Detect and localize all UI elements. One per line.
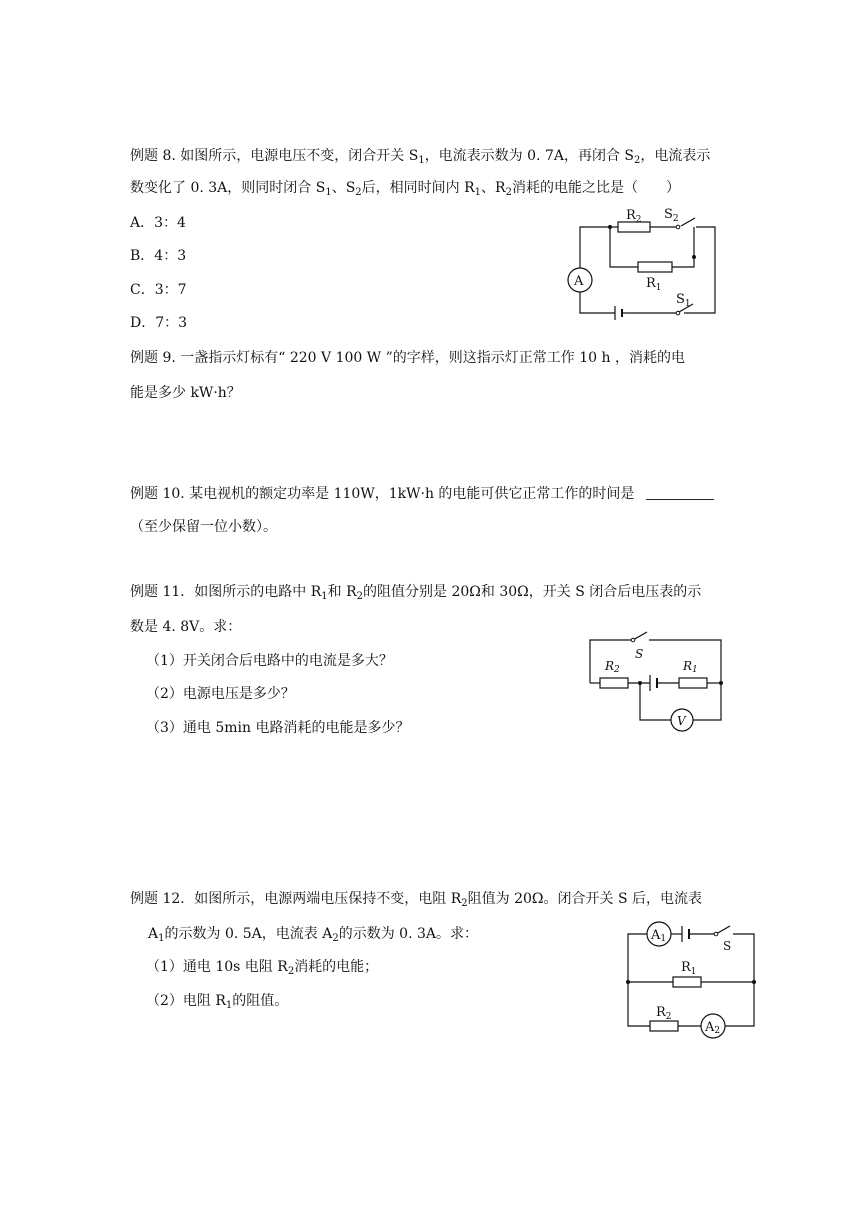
q9-stem-line1: 例题 9. 一盏指示灯标有“ 220 V 100 W ”的字样，则这指示灯正常工作 10 h ，消耗的电 bbox=[130, 350, 685, 366]
q11-item-2: （2）电源电压是多少？ bbox=[146, 686, 295, 702]
q8-option-b: B．4：3 bbox=[130, 248, 187, 264]
q12-item-1: （1）通电 10s 电阻 $R_2$消耗的电能； bbox=[146, 959, 379, 977]
q11-stem-line2: 数是 4. 8V。求： bbox=[130, 619, 242, 635]
q10-answer-blank[interactable] bbox=[646, 485, 714, 500]
svg-text:R2: $R_2$ bbox=[626, 208, 642, 225]
q12-stem-line2: $A_1$的示数为 0. 5A，电流表 $A_2$的示数为 0. 3A。求： bbox=[148, 926, 478, 944]
svg-text:R2: R2 bbox=[605, 659, 620, 675]
q8-stem-line2: 数变化了 0. 3A，则同时闭合 $S_1$、$S_2$后，相同时间内 $R_1$、$R_2$消耗的电能之比是（ ） bbox=[130, 180, 680, 198]
q9-stem-line2: 能是多少 kW·h？ bbox=[130, 385, 241, 401]
svg-text:S: S bbox=[723, 939, 732, 953]
q11-item-1: （1）开关闭合后电路中的电流是多大？ bbox=[146, 653, 393, 669]
q11-item-3: （3）通电 5min 电路消耗的电能是多少？ bbox=[146, 720, 410, 736]
svg-text:R2: $R_2$ bbox=[656, 1005, 672, 1022]
svg-text:S2: $S_2$ bbox=[664, 207, 679, 224]
q8-option-d: D．7：3 bbox=[130, 315, 188, 331]
q11-stem-line1: 例题 11．如图所示的电路中 $R_1$和 $R_2$的阻值分别是 20Ω和 30Ω，开关 S 闭合后电压表的示 bbox=[130, 584, 702, 602]
q12-stem-line1: 例题 12．如图所示，电源两端电压保持不变，电阻 $R_2$阻值为 20Ω。闭合开关 S 后，电流表 bbox=[130, 891, 703, 909]
q10-stem-line2: （至少保留一位小数）。 bbox=[130, 519, 277, 535]
q8-circuit-diagram bbox=[560, 205, 730, 330]
svg-text:A1: A1 bbox=[651, 928, 667, 944]
svg-text:S: S bbox=[635, 647, 644, 661]
svg-text:R1: $R_1$ bbox=[681, 960, 697, 977]
q8-option-c: C．3：7 bbox=[130, 282, 187, 298]
svg-text:S1: $S_1$ bbox=[676, 292, 691, 309]
q12-item-2: （2）电阻 $R_1$的阻值。 bbox=[146, 993, 289, 1011]
q10-stem-line1: 例题 10. 某电视机的额定功率是 110W，1kW·h 的电能可供它正常工作的时间是 bbox=[130, 484, 714, 504]
q11-circuit-diagram bbox=[585, 628, 730, 728]
q12-circuit-diagram bbox=[620, 918, 760, 1036]
q8-option-a: A．3：4 bbox=[130, 215, 186, 231]
svg-text:V: V bbox=[677, 714, 686, 728]
q8-stem-line1: 例题 8. 如图所示，电源电压不变，闭合开关 $S_1$，电流表示数为 0. 7A，再闭合 $S_2$，电流表示 bbox=[130, 148, 711, 166]
svg-text:A2: A2 bbox=[705, 1020, 721, 1036]
q8-ammeter-label: A bbox=[574, 274, 584, 289]
svg-text:R1: $R_1$ bbox=[646, 276, 662, 293]
svg-text:R1: R1 bbox=[683, 659, 698, 675]
